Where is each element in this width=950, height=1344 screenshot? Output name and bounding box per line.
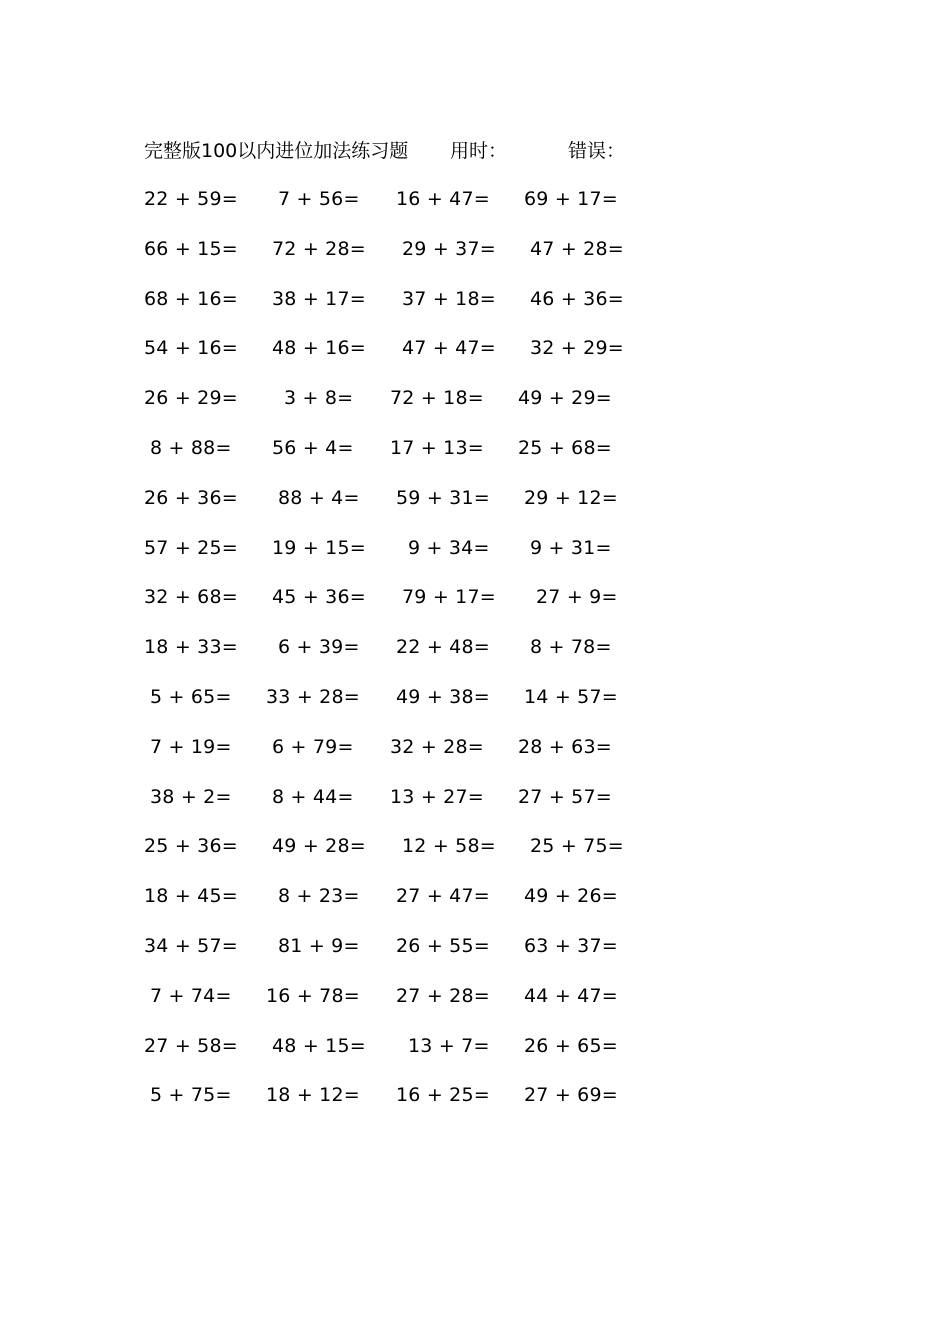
problem-item: 34 + 57= [144, 935, 238, 957]
problem-item: 5 + 75= [150, 1084, 232, 1106]
problem-item: 59 + 31= [396, 487, 490, 509]
problem-item: 49 + 38= [396, 686, 490, 708]
problem-item: 14 + 57= [524, 686, 618, 708]
problem-item: 7 + 56= [278, 188, 360, 210]
problem-item: 27 + 9= [536, 586, 618, 608]
problem-item: 16 + 47= [396, 188, 490, 210]
problem-item: 47 + 28= [530, 238, 624, 260]
problem-item: 72 + 18= [390, 387, 484, 409]
problem-item: 26 + 29= [144, 387, 238, 409]
problem-item: 27 + 69= [524, 1084, 618, 1106]
problem-item: 9 + 34= [408, 537, 490, 559]
problem-item: 26 + 55= [396, 935, 490, 957]
problem-item: 81 + 9= [278, 935, 360, 957]
problem-item: 32 + 29= [530, 337, 624, 359]
problem-item: 27 + 58= [144, 1035, 238, 1057]
problem-item: 7 + 74= [150, 985, 232, 1007]
problem-item: 3 + 8= [284, 387, 354, 409]
problem-item: 25 + 36= [144, 835, 238, 857]
problem-item: 27 + 47= [396, 885, 490, 907]
error-count-label: 错误： [568, 140, 626, 162]
problem-item: 22 + 48= [396, 636, 490, 658]
problem-item: 9 + 31= [530, 537, 612, 559]
problem-item: 38 + 17= [272, 288, 366, 310]
problem-item: 49 + 29= [518, 387, 612, 409]
problem-item: 19 + 15= [272, 537, 366, 559]
problem-item: 8 + 44= [272, 786, 354, 808]
time-used-label: 用时： [450, 140, 508, 162]
worksheet-header [0, 137, 950, 165]
problem-item: 48 + 16= [272, 337, 366, 359]
problem-item: 46 + 36= [530, 288, 624, 310]
problem-item: 69 + 17= [524, 188, 618, 210]
problem-item: 54 + 16= [144, 337, 238, 359]
problem-item: 28 + 63= [518, 736, 612, 758]
problem-item: 56 + 4= [272, 437, 354, 459]
problem-item: 18 + 12= [266, 1084, 360, 1106]
problem-item: 16 + 25= [396, 1084, 490, 1106]
problem-item: 47 + 47= [402, 337, 496, 359]
problem-item: 33 + 28= [266, 686, 360, 708]
problem-item: 18 + 45= [144, 885, 238, 907]
problem-item: 13 + 7= [408, 1035, 490, 1057]
problem-item: 49 + 26= [524, 885, 618, 907]
problem-item: 6 + 39= [278, 636, 360, 658]
problem-item: 26 + 36= [144, 487, 238, 509]
problem-item: 49 + 28= [272, 835, 366, 857]
page-title: 完整版100以内进位加法练习题 [144, 140, 409, 162]
problem-item: 29 + 12= [524, 487, 618, 509]
problem-item: 57 + 25= [144, 537, 238, 559]
problem-item: 66 + 15= [144, 238, 238, 260]
problem-item: 16 + 78= [266, 985, 360, 1007]
problem-item: 48 + 15= [272, 1035, 366, 1057]
problem-item: 44 + 47= [524, 985, 618, 1007]
problem-item: 22 + 59= [144, 188, 238, 210]
problem-item: 8 + 78= [530, 636, 612, 658]
problem-item: 45 + 36= [272, 586, 366, 608]
problem-item: 6 + 79= [272, 736, 354, 758]
problem-item: 13 + 27= [390, 786, 484, 808]
problem-item: 32 + 28= [390, 736, 484, 758]
problem-item: 5 + 65= [150, 686, 232, 708]
problem-item: 88 + 4= [278, 487, 360, 509]
problem-item: 7 + 19= [150, 736, 232, 758]
problem-item: 25 + 68= [518, 437, 612, 459]
problem-item: 63 + 37= [524, 935, 618, 957]
problem-item: 32 + 68= [144, 586, 238, 608]
problem-item: 25 + 75= [530, 835, 624, 857]
problem-item: 72 + 28= [272, 238, 366, 260]
problem-item: 27 + 57= [518, 786, 612, 808]
problem-item: 18 + 33= [144, 636, 238, 658]
problem-item: 79 + 17= [402, 586, 496, 608]
problem-item: 8 + 88= [150, 437, 232, 459]
problem-item: 8 + 23= [278, 885, 360, 907]
problem-item: 68 + 16= [144, 288, 238, 310]
problem-item: 37 + 18= [402, 288, 496, 310]
problem-item: 17 + 13= [390, 437, 484, 459]
problem-item: 26 + 65= [524, 1035, 618, 1057]
problem-item: 27 + 28= [396, 985, 490, 1007]
problem-item: 29 + 37= [402, 238, 496, 260]
problem-item: 12 + 58= [402, 835, 496, 857]
problem-item: 38 + 2= [150, 786, 232, 808]
